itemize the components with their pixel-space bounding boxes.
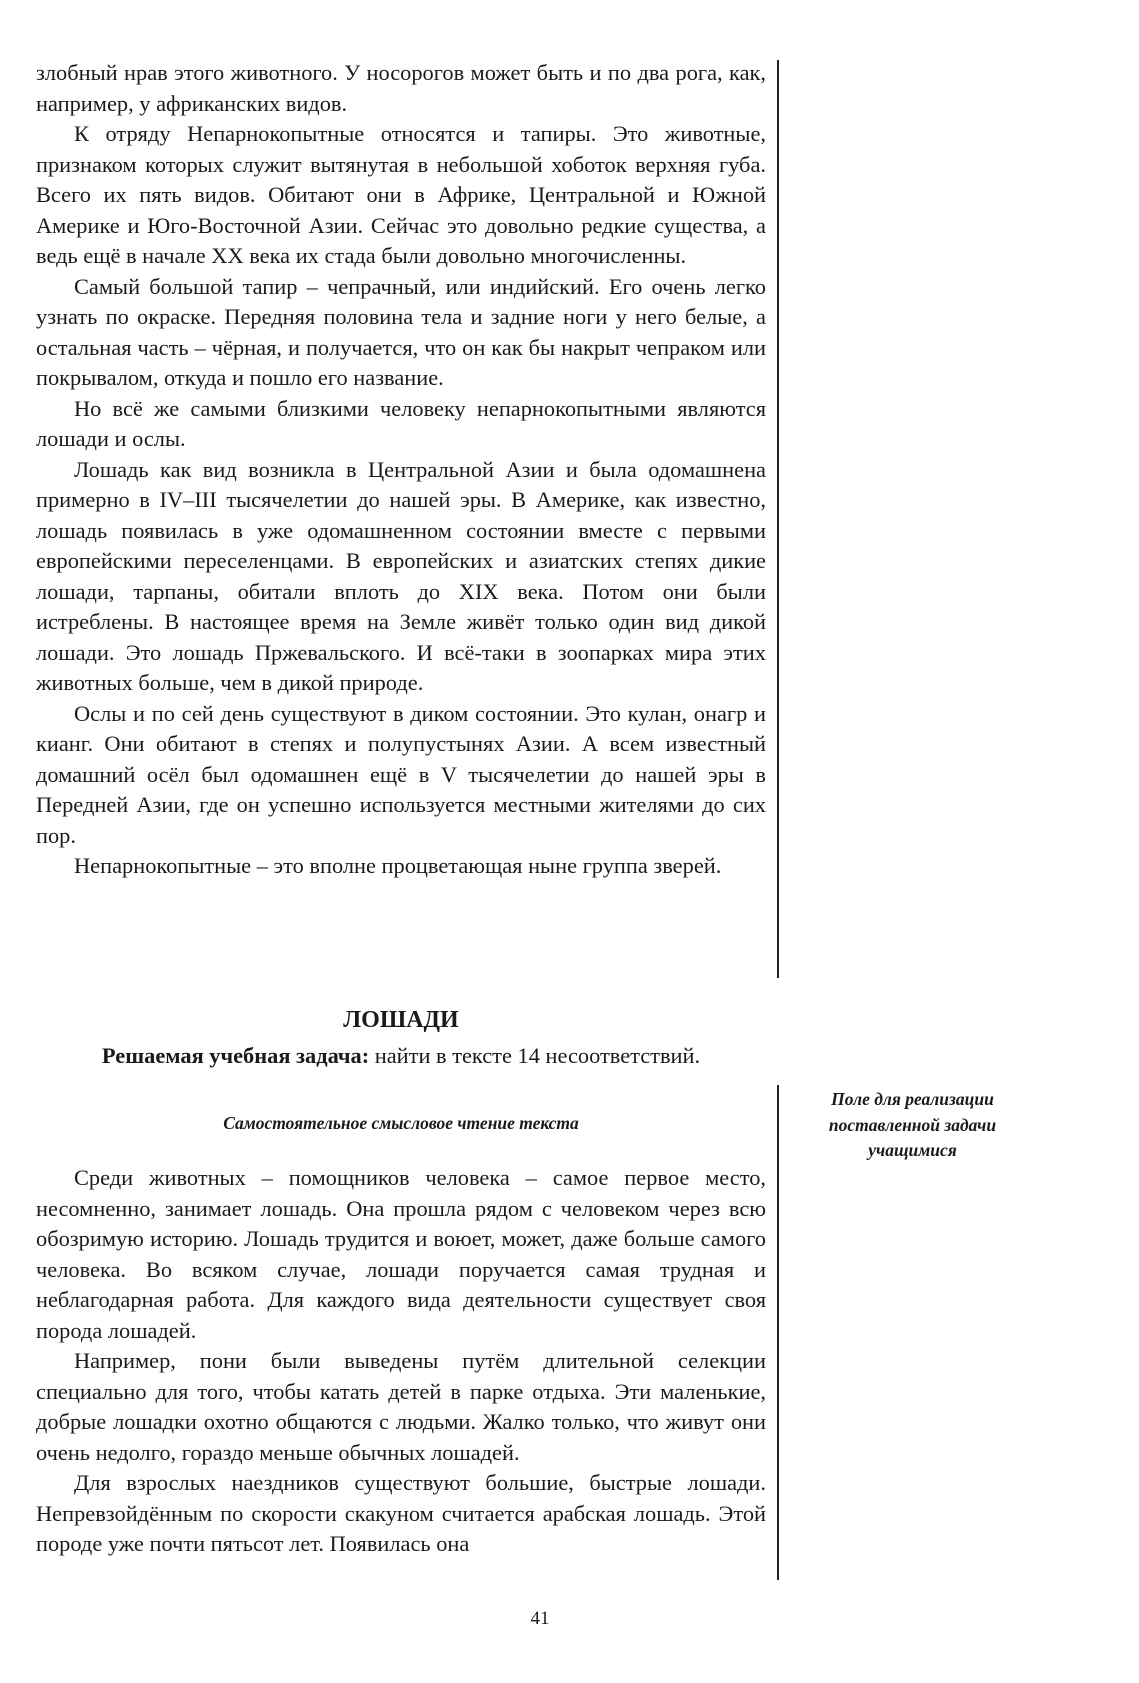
- margin-rule-upper: [777, 60, 779, 978]
- paragraph-horses-donkeys: Но всё же самыми близкими человеку непарнокопытными являются лошади и ослы.: [36, 395, 766, 451]
- section-title: ЛОШАДИ: [343, 1007, 459, 1033]
- paragraph-conclusion: Непарнокопытные – это вполне процветающая ныне группа зверей.: [74, 853, 722, 878]
- paragraph-malayan-tapir: Самый большой тапир – чепрачный, или индийский. Его очень легко узнать по окраске. Передняя половина тела и задние ноги у него белые, а остальная часть – чёрная, и получается, что он как бы накрыт чепраком или покрывалом, откуда и пошло его название.: [36, 273, 766, 390]
- paragraph-arabian: Для взрослых наездников существуют большие, быстрые лошади. Непревзойдённым по скорости скакуном считается арабская лошадь. Этой породе уже почти пятьсот лет. Появилась она: [36, 1470, 766, 1556]
- learning-task: [36, 1041, 766, 1071]
- page-number: 41: [530, 1608, 550, 1629]
- paragraph-continuation: злобный нрав этого животного. У носорогов может быть и по два рога, как, например, у африканских видов.: [36, 60, 766, 116]
- margin-rule-lower: [777, 1085, 779, 1580]
- paragraph-donkeys: Ослы и по сей день существуют в диком состоянии. Это кулан, онагр и кианг. Они обитают в степях и полупустынях Азии. А всем известный домашний осёл был одомашнен ещё в V тысячелетии до нашей эры в Передней Азии, где он успешно используется местными жителями до сих пор.: [36, 700, 766, 848]
- margin-field-note: Поле для реализации поставленной задачи учащимися: [828, 1089, 997, 1160]
- learning-task-text: найти в тексте 14 несоответствий.: [369, 1043, 701, 1068]
- reading-subheading: Самостоятельное смысловое чтение текста: [223, 1113, 579, 1133]
- paragraph-tapirs: К отряду Непарнокопытные относятся и тапиры. Это животные, признаком которых служит вытянутая в небольшой хоботок верхняя губа. Всего их пять видов. Обитают они в Африке, Центральной и Южной Америке и Юго-Восточной Азии. Сейчас это довольно редкие существа, а ведь ещё в начале XX века их стада были довольно многочисленны.: [36, 121, 766, 268]
- text-block-upper: [36, 58, 766, 882]
- paragraph-ponies: Например, пони были выведены путём длительной селекции специально для того, чтобы катать детей в парке отдыха. Эти маленькие, добрые лошадки охотно общаются с людьми. Жалко только, что живут они очень недолго, гораздо меньше обычных лошадей.: [36, 1348, 766, 1465]
- learning-task-label: Решаемая учебная задача:: [101, 1043, 370, 1068]
- text-block-lower: [36, 1163, 766, 1560]
- paragraph-horse-origin: Лошадь как вид возникла в Центральной Азии и была одомашнена примерно в IV–III тысячелетии до нашей эры. В Америке, как известно, лошадь появилась в уже одомашненном состоянии вместе с первыми европейскими переселенцами. В европейских и азиатских степях дикие лошади, тарпаны, обитали вплоть до XIX века. Потом они были истреблены. В настоящее время на Земле живёт только один вид дикой лошади. Это лошадь Пржевальского. И всё-таки в зоопарках мира этих животных больше, чем в дикой природе.: [36, 456, 766, 695]
- paragraph-horse-helper: Среди животных – помощников человека – самое первое место, несомненно, занимает лошадь. Она прошла рядом с человеком через всю обозримую историю. Лошадь трудится и воюет, может, даже больше самого человека. Во всяком случае, лошади поручается самая трудная и неблагодарная работа. Для каждого вида деятельности существует своя порода лошадей.: [36, 1165, 766, 1343]
